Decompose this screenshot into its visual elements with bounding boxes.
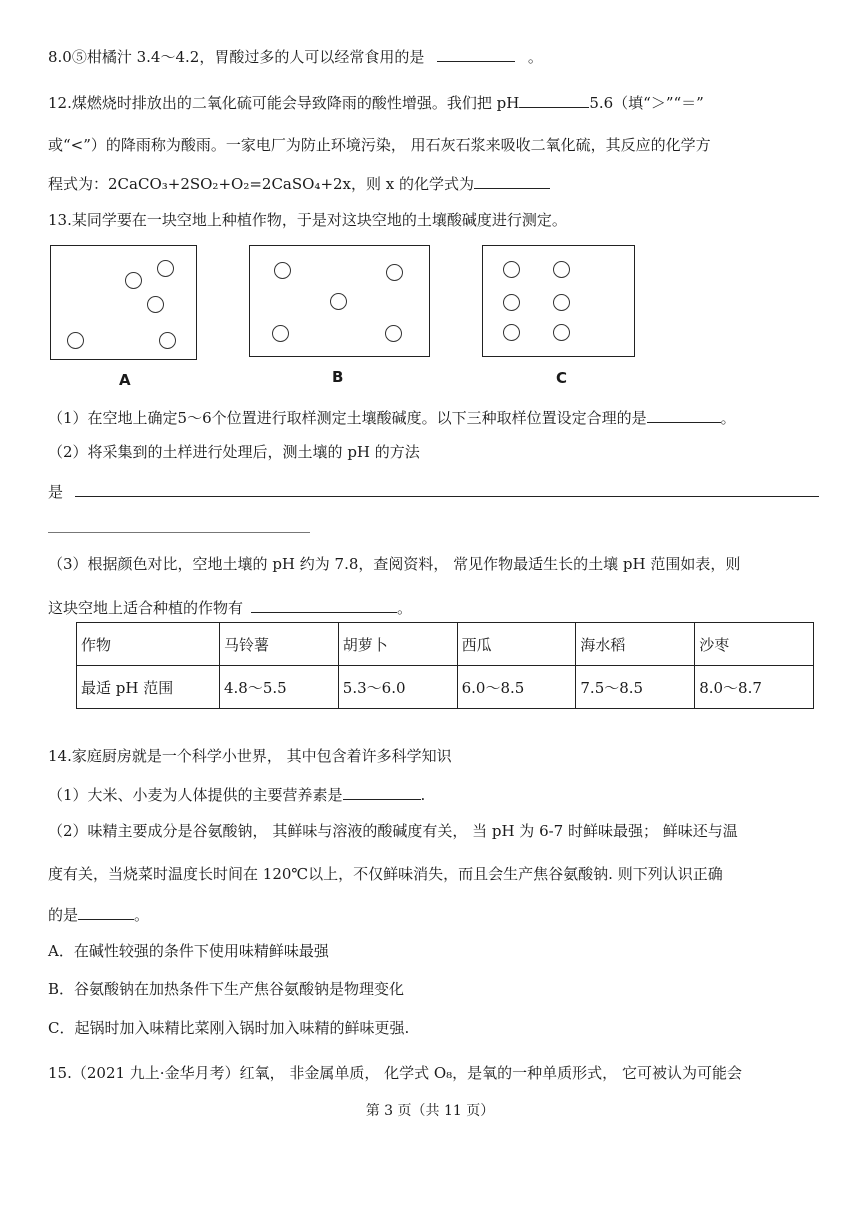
sampling-diagram-a	[50, 245, 197, 360]
question-13-part-2: （2）将采集到的土样进行处理后，测土壤的 pH 的方法	[48, 443, 420, 461]
sample-point	[503, 324, 520, 341]
answer-blank[interactable]	[437, 45, 515, 62]
sample-point	[272, 325, 289, 342]
sampling-diagram-b	[249, 245, 430, 357]
table-cell: 海水稻	[576, 623, 695, 666]
question-12-line-1: 12.煤燃烧时排放出的二氧化硫可能会导致降雨的酸性增强。我们把 pH 5.6（填“＞”“＝”	[48, 91, 704, 113]
answer-blank[interactable]	[78, 903, 134, 920]
question-13-part-3-line-2: 这块空地上适合种植的作物有 。	[48, 596, 412, 618]
sample-point	[274, 262, 291, 279]
table-row	[77, 623, 814, 666]
question-14-part-2-line-3: 的是 。	[48, 903, 149, 925]
table-cell: 马铃薯	[220, 623, 339, 666]
question-8-fragment: 8.0⑤柑橘汁 3.4～4.2，胃酸过多的人可以经常食用的是 。	[48, 45, 543, 67]
sample-point	[147, 296, 164, 313]
question-13-stem: 13.某同学要在一块空地上种植作物，于是对这块空地的土壤酸碱度进行测定。	[48, 211, 567, 229]
sample-point	[67, 332, 84, 349]
crop-ph-table	[76, 622, 814, 709]
question-15-stem: 15.（2021 九上·金华月考）红氧， 非金属单质， 化学式 O₈，是氧的一种单质形式， 它可被认为可能会	[48, 1064, 742, 1082]
option-b: B．谷氨酸钠在加热条件下生产焦谷氨酸钠是物理变化	[48, 980, 405, 998]
question-12-line-3: 程式为：2CaCO₃+2SO₂+O₂=2CaSO₄+2x，则 x 的化学式为	[48, 172, 550, 194]
table-cell: 作物	[77, 623, 220, 666]
sample-point	[503, 294, 520, 311]
question-13-part-1: （1）在空地上确定5～6个位置进行取样测定土壤酸碱度。以下三种取样位置设定合理的是 。	[48, 406, 736, 428]
sample-point	[159, 332, 176, 349]
answer-blank[interactable]	[519, 91, 589, 108]
sample-point	[553, 324, 570, 341]
option-a: A．在碱性较强的条件下使用味精鲜味最强	[48, 942, 329, 960]
question-14-part-2-line-2: 度有关，当烧菜时温度长时间在 120℃以上，不仅鲜味消失，而且会生产焦谷氨酸钠. 则下列认识正确	[48, 865, 723, 883]
question-14-part-2-line-1: （2）味精主要成分是谷氨酸钠， 其鲜味与溶液的酸碱度有关， 当 pH 为 6-7 时鲜味最强； 鲜味还与温	[48, 822, 738, 840]
answer-blank[interactable]	[474, 172, 550, 189]
sampling-diagram-c	[482, 245, 635, 357]
sample-point	[385, 325, 402, 342]
table-row	[77, 666, 814, 709]
answer-blank[interactable]	[647, 406, 721, 423]
answer-blank[interactable]	[343, 783, 421, 800]
answer-blank-continuation[interactable]	[48, 516, 310, 538]
question-14-part-1: （1）大米、小麦为人体提供的主要营养素是 .	[48, 783, 425, 805]
sample-point	[386, 264, 403, 281]
table-cell: 8.0～8.7	[695, 666, 814, 709]
sample-point	[157, 260, 174, 277]
table-cell: 7.5～8.5	[576, 666, 695, 709]
question-13-part-3-line-1: （3）根据颜色对比，空地土壤的 pH 约为 7.8，查阅资料， 常见作物最适生长的土壤 pH 范围如表，则	[48, 555, 741, 573]
diagram-label-a: A	[119, 371, 131, 389]
answer-blank[interactable]	[48, 516, 310, 533]
table-cell: 沙枣	[695, 623, 814, 666]
table-cell: 胡萝卜	[338, 623, 457, 666]
sample-point	[330, 293, 347, 310]
table-cell: 6.0～8.5	[457, 666, 576, 709]
table-cell: 4.8～5.5	[220, 666, 339, 709]
sample-point	[553, 261, 570, 278]
table-cell: 最适 pH 范围	[77, 666, 220, 709]
sample-point	[553, 294, 570, 311]
option-c: C．起锅时加入味精比菜刚入锅时加入味精的鲜味更强.	[48, 1019, 410, 1037]
answer-blank[interactable]	[251, 596, 397, 613]
q8-text: 8.0⑤柑橘汁 3.4～4.2，胃酸过多的人可以经常食用的是	[48, 48, 425, 66]
sample-point	[125, 272, 142, 289]
table-cell: 5.3～6.0	[338, 666, 457, 709]
question-14-stem: 14.家庭厨房就是一个科学小世界， 其中包含着许多科学知识	[48, 747, 452, 765]
question-13-part-2-answer: 是	[48, 480, 819, 502]
diagram-label-c: C	[556, 369, 568, 387]
table-cell: 西瓜	[457, 623, 576, 666]
question-12-line-2: 或“<”）的降雨称为酸雨。一家电厂为防止环境污染， 用石灰石浆来吸收二氧化硫，其反应的化学方	[48, 136, 711, 154]
page-footer: 第 3 页（共 11 页）	[365, 1103, 495, 1119]
sample-point	[503, 261, 520, 278]
answer-blank[interactable]	[75, 480, 819, 497]
diagram-label-b: B	[332, 368, 344, 386]
